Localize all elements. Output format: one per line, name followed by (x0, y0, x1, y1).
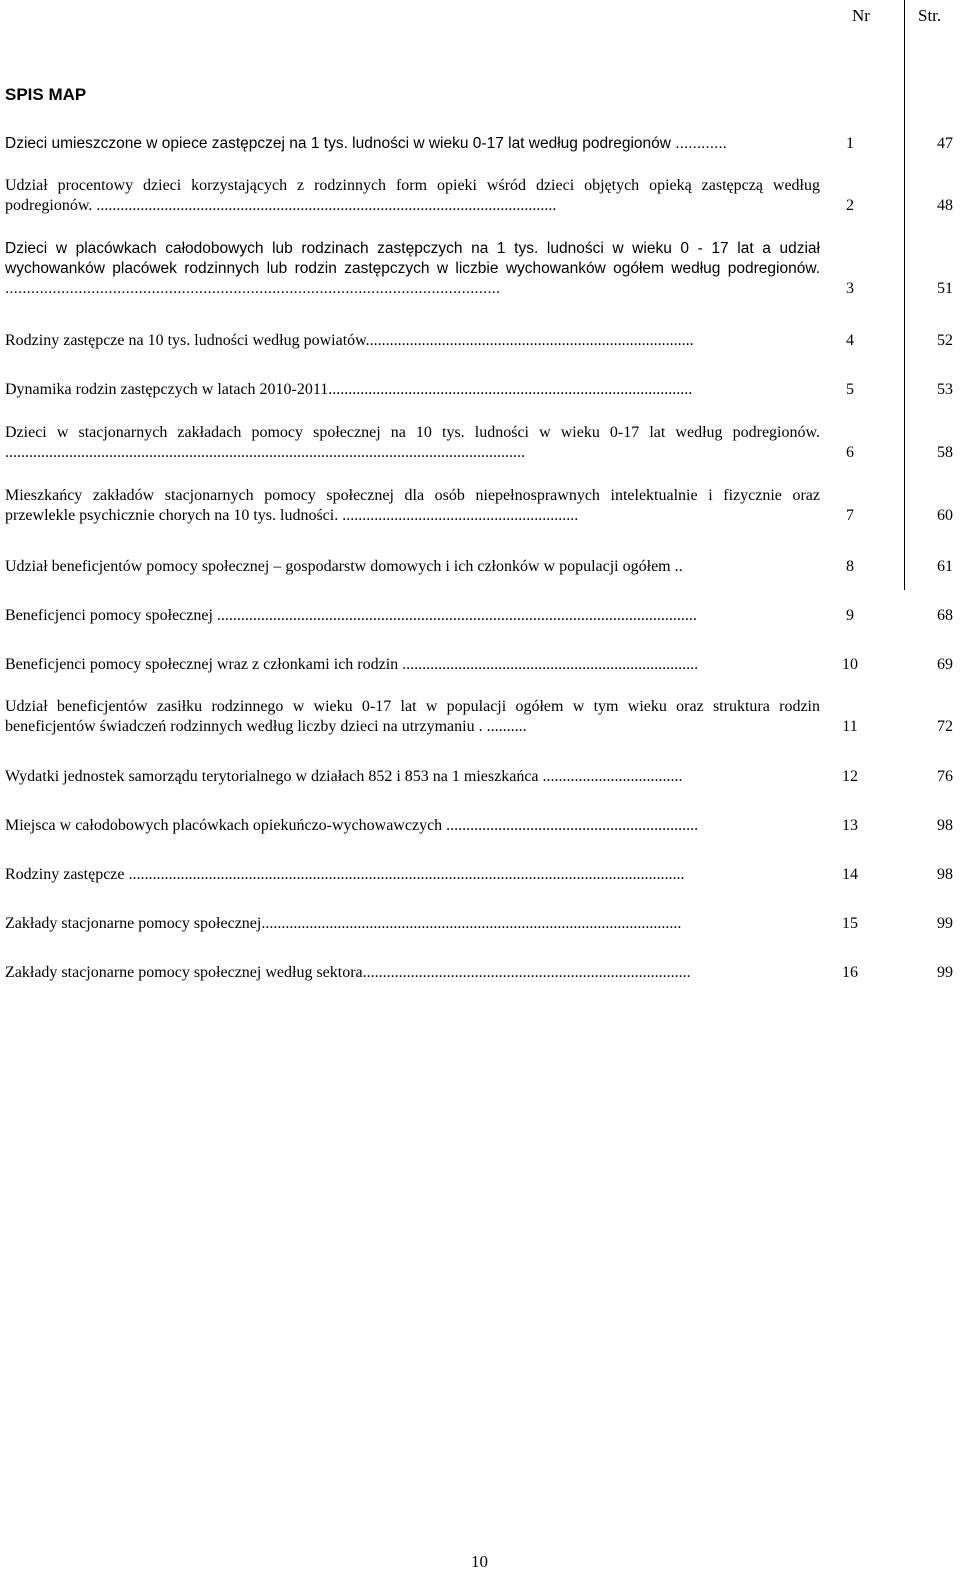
toc-entry-text: Rodziny zastępcze na 10 tys. ludności według powiatów.................................................................................. (5, 332, 694, 349)
toc-entry-page: 51 (937, 280, 953, 297)
toc-entry-15[interactable] (5, 914, 953, 934)
toc-entry-16[interactable] (5, 963, 953, 983)
toc-entry-text: Zakłady stacjonarne pomocy społecznej......................................................................................................... (5, 915, 682, 932)
toc-entry-text: Miejsca w całodobowych placówkach opiekuńczo-wychowawczych ............................................................... (5, 817, 699, 834)
toc-entry-page: 60 (937, 507, 953, 524)
toc-entry-9[interactable] (5, 606, 953, 626)
toc-entry-page: 99 (937, 915, 953, 932)
toc-entry-text: Wydatki jednostek samorządu terytorialnego w działach 852 i 853 na 1 mieszkańca ................................... (5, 768, 683, 785)
toc-entry-page: 99 (937, 964, 953, 981)
toc-entry-text: Zakłady stacjonarne pomocy społecznej według sektora.................................................................................. (5, 964, 691, 981)
toc-entry-text: Beneficjenci pomocy społecznej ........................................................................................................................ (5, 607, 697, 624)
toc-entry-text: Udział procentowy dzieci korzystających z rodzinnych form opieki wśród dzieci objętych opieką zastępczą według podregionów. ................................................................................................................... (5, 177, 820, 214)
toc-entry-nr: 13 (842, 817, 858, 834)
toc-entry-text: Dzieci w placówkach całodobowych lub rodzinach zastępczych na 1 tys. ludności w wieku 0 - 17 lat a udział wychowanków placówek rodzinnych lub rodzin zastępczych w liczbie wychowanków ogółem według podregionów. ................................................................................................................... (5, 240, 820, 297)
toc-entry-11[interactable] (5, 697, 953, 737)
toc-entry-nr: 3 (846, 280, 854, 297)
toc-entry-nr: 15 (842, 915, 858, 932)
toc-entry-page: 52 (937, 332, 953, 349)
toc-entry-page: 58 (937, 444, 953, 461)
toc-entry-page: 68 (937, 607, 953, 624)
toc-entry-1[interactable] (5, 134, 953, 154)
toc-entry-13[interactable] (5, 816, 953, 836)
page-title: SPIS MAP (5, 85, 87, 104)
toc-entry-page: 98 (937, 817, 953, 834)
header-str-label: Str. (918, 6, 942, 25)
toc-entry-text: Dynamika rodzin zastępczych w latach 2010-2011........................................................................................... (5, 381, 693, 398)
toc-entry-nr: 16 (842, 964, 858, 981)
toc-entry-8[interactable] (5, 557, 953, 577)
toc-entry-10[interactable] (5, 655, 953, 675)
toc-entry-nr: 12 (842, 768, 858, 785)
toc-entry-text: Mieszkańcy zakładów stacjonarnych pomocy społecznej dla osób niepełnosprawnych intelektualnie i fizycznie oraz przewlekle psychicznie chorych na 10 tys. ludności. ........................................................... (5, 487, 820, 524)
toc-entry-page: 98 (937, 866, 953, 883)
toc-entry-text: Beneficjenci pomocy społecznej wraz z członkami ich rodzin .......................................................................... (5, 656, 699, 673)
toc-entry-nr: 4 (846, 332, 854, 349)
toc-entry-text: Rodziny zastępcze ........................................................................................................................................... (5, 866, 685, 883)
toc-entry-nr: 5 (846, 381, 854, 398)
toc-entry-nr: 10 (842, 656, 858, 673)
toc-entry-page: 47 (937, 135, 953, 152)
toc-entry-text: Udział beneficjentów zasiłku rodzinnego w wieku 0-17 lat w populacji ogółem w tym wieku oraz struktura rodzin beneficjentów świadczeń rodzinnych według liczby dzieci na utrzymaniu . .......... (5, 698, 820, 735)
toc-entry-page: 61 (937, 558, 953, 575)
toc-entry-nr: 1 (846, 135, 854, 152)
toc-entry-nr: 7 (846, 507, 854, 524)
toc-entry-3[interactable] (5, 239, 953, 299)
toc-entry-4[interactable] (5, 331, 953, 351)
toc-entry-page: 69 (937, 656, 953, 673)
toc-entry-6[interactable] (5, 423, 953, 463)
toc-entry-text: Udział beneficjentów pomocy społecznej – gospodarstw domowych i ich członków w populacji ogółem .. (5, 558, 683, 575)
toc-entry-nr: 11 (842, 718, 858, 735)
toc-entry-12[interactable] (5, 767, 953, 787)
toc-entry-nr: 14 (842, 866, 858, 883)
toc-entry-7[interactable] (5, 486, 953, 526)
header-nr-label: Nr (852, 6, 870, 25)
toc-entry-nr: 8 (846, 558, 854, 575)
toc-entry-page: 53 (937, 381, 953, 398)
toc-entry-nr: 6 (846, 444, 854, 461)
toc-entry-text: Dzieci umieszczone w opiece zastępczej na 1 tys. ludności w wieku 0-17 lat według podregionów ............ (5, 135, 727, 152)
toc-entry-text: Dzieci w stacjonarnych zakładach pomocy społecznej na 10 tys. ludności w wieku 0-17 lat według podregionów. .................................................................................................................................. (5, 424, 820, 461)
toc-entry-page: 48 (937, 197, 953, 214)
toc-entry-nr: 2 (846, 197, 854, 214)
toc-entry-2[interactable] (5, 176, 953, 216)
toc-entry-page: 72 (937, 718, 953, 735)
toc-entry-nr: 9 (846, 607, 854, 624)
page-number: 10 (471, 1552, 488, 1571)
toc-entry-14[interactable] (5, 865, 953, 885)
toc-entry-page: 76 (937, 768, 953, 785)
toc-entry-5[interactable] (5, 380, 953, 400)
